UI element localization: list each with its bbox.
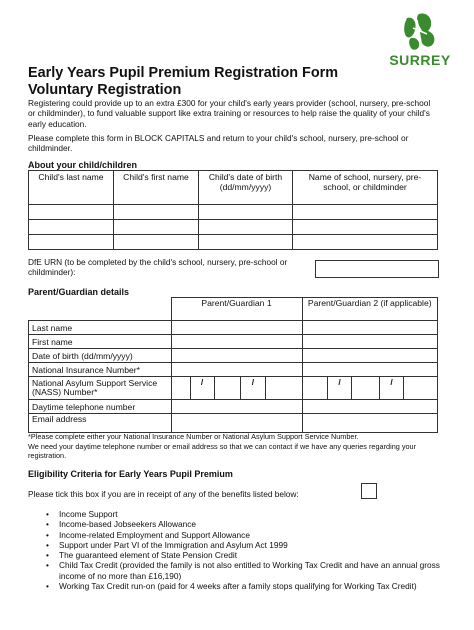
row-label-nass: National Asylum Support Service (NASS) Number* bbox=[29, 377, 172, 400]
title-block bbox=[28, 65, 388, 99]
provider-name-cell[interactable] bbox=[293, 235, 438, 250]
parent2-email-cell[interactable] bbox=[302, 414, 438, 433]
child-first-name-cell[interactable] bbox=[114, 205, 199, 220]
parent2-last-name-cell[interactable] bbox=[302, 321, 438, 335]
table-row bbox=[29, 400, 438, 414]
blank-corner bbox=[29, 298, 172, 321]
parent1-first-name-cell[interactable] bbox=[171, 335, 302, 349]
list-item: • Support under Part VI of the Immigration and Asylum Act 1999 bbox=[46, 540, 441, 550]
list-item: • Child Tax Credit (provided the family is not also entitled to Working Tax Credit and have an annual gross income of no more than £16,190) bbox=[46, 560, 441, 581]
table-row bbox=[29, 377, 438, 400]
parent1-nass-cell[interactable] bbox=[171, 377, 302, 400]
page-subtitle: Voluntary Registration bbox=[28, 82, 182, 98]
eligibility-prompt: Please tick this box if you are in receipt of any of the benefits listed below: bbox=[28, 489, 299, 499]
nass-segment[interactable] bbox=[404, 377, 437, 399]
list-item: • Income-based Jobseekers Allowance bbox=[46, 519, 441, 529]
col-child-last-name: Child's last name bbox=[29, 171, 114, 205]
nass-slash: / bbox=[191, 377, 215, 399]
footnote-1: *Please complete either your National Insurance Number or National Asylum Support Service Number. bbox=[28, 432, 359, 441]
nass-slash: / bbox=[241, 377, 265, 399]
nass-segment[interactable] bbox=[303, 377, 329, 399]
parent1-ni-cell[interactable] bbox=[171, 363, 302, 377]
parent2-phone-cell[interactable] bbox=[302, 400, 438, 414]
row-label-last-name: Last name bbox=[29, 321, 172, 335]
page-title: Early Years Pupil Premium Registration Form bbox=[28, 65, 339, 81]
nass-segment[interactable] bbox=[352, 377, 381, 399]
child-dob-cell[interactable] bbox=[199, 235, 293, 250]
table-row bbox=[29, 414, 438, 433]
list-item: • Working Tax Credit run-on (paid for 4 weeks after a family stops qualifying for Working Tax Credit) bbox=[46, 581, 441, 591]
intro-text: Registering could provide up to an extra £300 for your child's early years provider (school, nursery, pre-school or childminder), to fund valuable support like extra training or resources to help raise the quality of your child's early education. bbox=[28, 98, 431, 129]
parent2-dob-cell[interactable] bbox=[302, 349, 438, 363]
table-row bbox=[29, 321, 438, 335]
children-heading: About your child/children bbox=[28, 160, 138, 170]
logo-text: SURREY bbox=[389, 52, 451, 68]
parent1-email-cell[interactable] bbox=[171, 414, 302, 433]
col-parent-1: Parent/Guardian 1 bbox=[171, 298, 302, 321]
surrey-logo-icon bbox=[399, 8, 441, 52]
row-label-ni: National Insurance Number* bbox=[29, 363, 172, 377]
benefits-list bbox=[46, 509, 441, 591]
table-row bbox=[29, 235, 438, 250]
child-last-name-cell[interactable] bbox=[29, 205, 114, 220]
parent-heading: Parent/Guardian details bbox=[28, 287, 130, 297]
nass-segment[interactable] bbox=[266, 377, 302, 399]
parent-header-row bbox=[29, 298, 438, 321]
row-label-phone: Daytime telephone number bbox=[29, 400, 172, 414]
table-row bbox=[29, 363, 438, 377]
col-provider-name: Name of school, nursery, pre-school, or childminder bbox=[293, 171, 438, 205]
eligibility-heading: Eligibility Criteria for Early Years Pupil Premium bbox=[28, 469, 233, 479]
parent2-first-name-cell[interactable] bbox=[302, 335, 438, 349]
table-row bbox=[29, 220, 438, 235]
nass-segments bbox=[303, 377, 438, 399]
col-parent-2: Parent/Guardian 2 (if applicable) bbox=[302, 298, 438, 321]
child-last-name-cell[interactable] bbox=[29, 220, 114, 235]
nass-slash: / bbox=[328, 377, 351, 399]
child-last-name-cell[interactable] bbox=[29, 235, 114, 250]
provider-name-cell[interactable] bbox=[293, 220, 438, 235]
nass-segment[interactable] bbox=[215, 377, 242, 399]
parent1-dob-cell[interactable] bbox=[171, 349, 302, 363]
col-child-dob: Child's date of birth (dd/mm/yyyy) bbox=[199, 171, 293, 205]
list-item: • The guaranteed element of State Pension Credit bbox=[46, 550, 441, 560]
dfe-urn-field[interactable] bbox=[315, 260, 439, 278]
table-row bbox=[29, 335, 438, 349]
parent2-ni-cell[interactable] bbox=[302, 363, 438, 377]
children-table bbox=[28, 170, 438, 250]
footnote-2: We need your daytime telephone number or email address so that we can contact if we have any queries regarding your registration. bbox=[28, 442, 417, 461]
provider-name-cell[interactable] bbox=[293, 205, 438, 220]
parent1-phone-cell[interactable] bbox=[171, 400, 302, 414]
list-item: • Income-related Employment and Support Allowance bbox=[46, 530, 441, 540]
child-dob-cell[interactable] bbox=[199, 220, 293, 235]
children-header-row bbox=[29, 171, 438, 205]
dfe-urn-label: DfE URN (to be completed by the child's school, nursery, pre-school or childminder): bbox=[28, 257, 288, 278]
child-first-name-cell[interactable] bbox=[114, 235, 199, 250]
instructions-text: Please complete this form in BLOCK CAPITALS and return to your child's school, nursery, pre-school or childminder. bbox=[28, 133, 409, 154]
child-first-name-cell[interactable] bbox=[114, 220, 199, 235]
child-dob-cell[interactable] bbox=[199, 205, 293, 220]
nass-segments bbox=[172, 377, 302, 399]
parent-table bbox=[28, 297, 438, 433]
row-label-first-name: First name bbox=[29, 335, 172, 349]
parent1-last-name-cell[interactable] bbox=[171, 321, 302, 335]
benefits-checkbox[interactable] bbox=[361, 483, 377, 499]
parent2-nass-cell[interactable] bbox=[302, 377, 438, 400]
table-row bbox=[29, 349, 438, 363]
nass-segment[interactable] bbox=[172, 377, 191, 399]
row-label-email: Email address bbox=[29, 414, 172, 433]
table-row bbox=[29, 205, 438, 220]
list-item: • Income Support bbox=[46, 509, 441, 519]
col-child-first-name: Child's first name bbox=[114, 171, 199, 205]
row-label-dob: Date of birth (dd/mm/yyyy) bbox=[29, 349, 172, 363]
nass-slash: / bbox=[380, 377, 403, 399]
